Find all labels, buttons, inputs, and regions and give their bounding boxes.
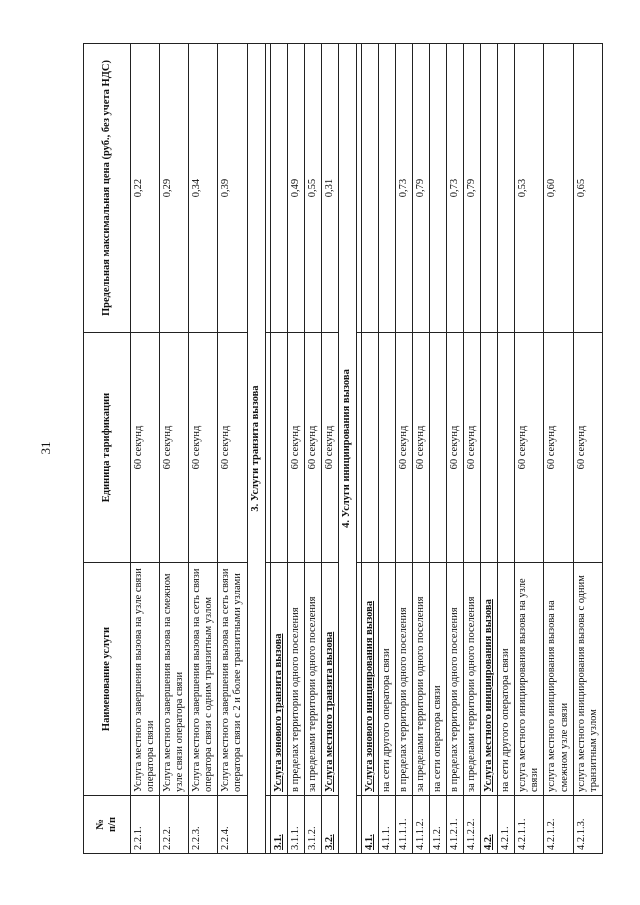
section-row: [247, 44, 265, 854]
cell-name: Услуга местного завершения вызова на узле связи оператора связи: [131, 563, 160, 796]
cell-unit: 60 секунд: [412, 333, 429, 563]
table-wrap: [83, 44, 599, 854]
cell-name: на сети другого оператора связи: [498, 563, 515, 796]
cell-unit: 60 секунд: [287, 333, 304, 563]
table-row: [544, 44, 573, 854]
cell-unit: 60 секунд: [395, 333, 412, 563]
table-row: [304, 44, 321, 854]
cell-price: 0,53: [515, 44, 544, 333]
cell-name: услуга местного инициирования вызова на узле связи: [515, 563, 544, 796]
cell-num: 4.2.1.1.: [515, 796, 544, 854]
cell-unit: 60 секунд: [304, 333, 321, 563]
cell-name: Услуга зонового инициирования вызова: [361, 563, 378, 796]
cell-unit: [378, 333, 395, 563]
cell-unit: [270, 333, 287, 563]
table-row: [412, 44, 429, 854]
cell-unit: 60 секунд: [515, 333, 544, 563]
table-row: [270, 44, 287, 854]
cell-price: 0,73: [447, 44, 464, 333]
cell-price: 0,79: [412, 44, 429, 333]
cell-price: 0,39: [218, 44, 247, 333]
section-title: 3. Услуги транзита вызова: [247, 44, 265, 854]
table-row: [160, 44, 189, 854]
header-unit: Единица тарификации: [84, 333, 131, 563]
cell-name: Услуга местного инициирования вызова: [481, 563, 498, 796]
cell-num: 4.1.1.2.: [412, 796, 429, 854]
cell-price: 0,29: [160, 44, 189, 333]
cell-unit: [481, 333, 498, 563]
page-number: 31: [38, 441, 53, 455]
cell-unit: 60 секунд: [321, 333, 338, 563]
cell-price: 0,65: [573, 44, 602, 333]
cell-num: 2.2.4.: [218, 796, 247, 854]
cell-price: 0,55: [304, 44, 321, 333]
table-row: [131, 44, 160, 854]
cell-price: 0,79: [464, 44, 481, 333]
table-row: [481, 44, 498, 854]
table-row: [321, 44, 338, 854]
table-header-row: [84, 44, 131, 854]
cell-price: [481, 44, 498, 333]
table-row: [378, 44, 395, 854]
cell-price: [430, 44, 447, 333]
table-row: [218, 44, 247, 854]
cell-price: [361, 44, 378, 333]
table-row: [573, 44, 602, 854]
cell-num: 4.1.2.2.: [464, 796, 481, 854]
cell-price: [270, 44, 287, 333]
cell-unit: 60 секунд: [160, 333, 189, 563]
cell-price: [498, 44, 515, 333]
cell-num: 2.2.3.: [189, 796, 218, 854]
cell-num: 4.2.1.2.: [544, 796, 573, 854]
cell-name: на сети другого оператора связи: [378, 563, 395, 796]
header-num: № п/п: [84, 796, 131, 854]
table-row: [395, 44, 412, 854]
section-title: 4. Услуги инициирования вызова: [338, 44, 356, 854]
cell-num: 4.1.1.1.: [395, 796, 412, 854]
table-row: [498, 44, 515, 854]
cell-num: 4.1.2.: [430, 796, 447, 854]
cell-name: Услуга местного транзита вызова: [321, 563, 338, 796]
rotated-table-area: [83, 44, 599, 854]
cell-num: 4.2.1.: [498, 796, 515, 854]
cell-unit: [361, 333, 378, 563]
cell-price: 0,49: [287, 44, 304, 333]
table-row: [447, 44, 464, 854]
cell-num: 4.1.2.1.: [447, 796, 464, 854]
cell-unit: 60 секунд: [189, 333, 218, 563]
cell-unit: [498, 333, 515, 563]
cell-price: 0,31: [321, 44, 338, 333]
cell-num: 2.2.1.: [131, 796, 160, 854]
cell-name: Услуга местного завершения вызова на сеть связи оператора связи с 2 и более транзитными узлами: [218, 563, 247, 796]
cell-name: Услуга местного завершения вызова на смежном узле связи оператора связи: [160, 563, 189, 796]
cell-unit: 60 секунд: [131, 333, 160, 563]
cell-num: 2.2.2.: [160, 796, 189, 854]
cell-num: 4.2.1.3.: [573, 796, 602, 854]
cell-name: в пределах территории одного поселения: [395, 563, 412, 796]
table-row: [361, 44, 378, 854]
cell-name: услуга местного инициирования вызова на смежном узле связи: [544, 563, 573, 796]
cell-num: 4.2.: [481, 796, 498, 854]
cell-name: на сети оператора связи: [430, 563, 447, 796]
cell-num: 4.1.1.: [378, 796, 395, 854]
cell-name: за пределами территории одного поселения: [304, 563, 321, 796]
tariff-table: [83, 43, 603, 854]
cell-unit: 60 секунд: [218, 333, 247, 563]
cell-unit: 60 секунд: [447, 333, 464, 563]
cell-price: [378, 44, 395, 333]
cell-num: 4.1.: [361, 796, 378, 854]
table-row: [189, 44, 218, 854]
table-row: [430, 44, 447, 854]
table-row: [287, 44, 304, 854]
cell-name: за пределами территории одного поселения: [464, 563, 481, 796]
cell-name: в пределах территории одного поселения: [287, 563, 304, 796]
cell-price: 0,22: [131, 44, 160, 333]
cell-num: 3.1.2.: [304, 796, 321, 854]
cell-unit: [430, 333, 447, 563]
cell-price: 0,34: [189, 44, 218, 333]
table-body: [131, 44, 603, 854]
cell-name: за пределами территории одного поселения: [412, 563, 429, 796]
cell-num: 3.2.: [321, 796, 338, 854]
section-row: [338, 44, 356, 854]
header-name: Наименование услуги: [84, 563, 131, 796]
cell-num: 3.1.1.: [287, 796, 304, 854]
cell-name: Услуга зонового транзита вызова: [270, 563, 287, 796]
cell-unit: 60 секунд: [464, 333, 481, 563]
cell-name: Услуга местного завершения вызова на сеть связи оператора связи с одним транзитным узлом: [189, 563, 218, 796]
cell-price: 0,60: [544, 44, 573, 333]
table-row: [515, 44, 544, 854]
table-row: [464, 44, 481, 854]
cell-unit: 60 секунд: [544, 333, 573, 563]
header-price: Предельная максимальная цена (руб., без учета НДС): [84, 44, 131, 333]
cell-name: услуга местного инициирования вызова с одним транзитным узлом: [573, 563, 602, 796]
cell-num: 3.1.: [270, 796, 287, 854]
cell-name: в пределах территории одного поселения: [447, 563, 464, 796]
cell-unit: 60 секунд: [573, 333, 602, 563]
cell-price: 0,73: [395, 44, 412, 333]
